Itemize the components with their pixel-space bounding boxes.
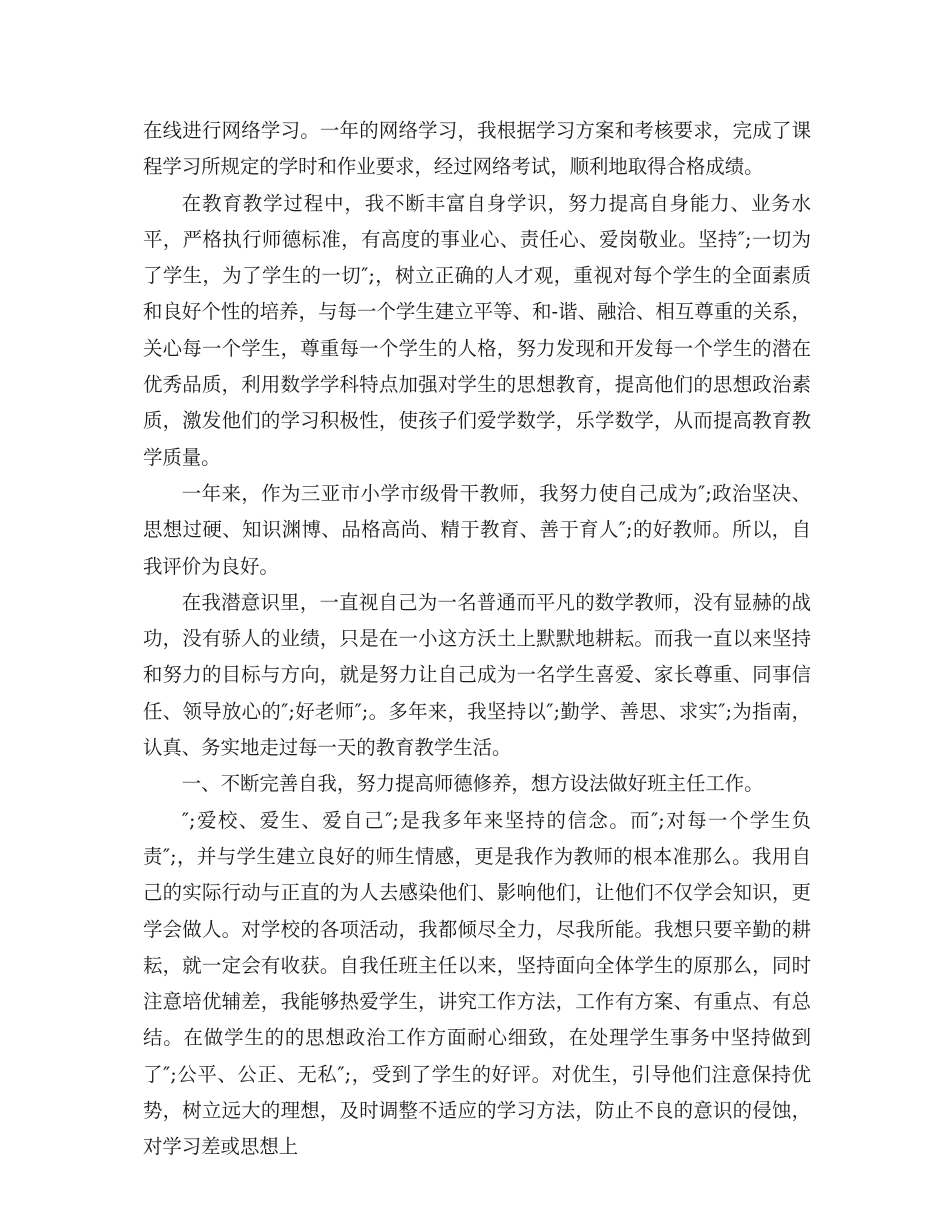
document-body	[143, 113, 811, 1166]
paragraph-backbone-teacher: 一年来，作为三亚市小学市级骨干教师，我努力使自己成为″;政治坚决、思想过硬、知识渊博、品格高尚、精于教育、善于育人″;的好教师。所以，自我评价为良好。	[143, 481, 811, 578]
section-heading-one: 一、不断完善自我，努力提高师德修养，想方设法做好班主任工作。	[181, 772, 764, 796]
paragraph-teaching-process: 在教育教学过程中，我不断丰富自身学识，努力提高自身能力、业务水平，严格执行师德标准，有高度的事业心、责任心、爱岗敬业。坚持″;一切为了学生，为了学生的一切″;，树立正确的人才观，重视对每个学生的全面素质和良好个性的培养，与每一个学生建立平等、和-谐、融洽、相互尊重的关系，关心每一个学生，尊重每一个学生的人格，努力发现和开发每一个学生的潜在优秀品质，利用数学学科特点加强对学生的思想教育，提高他们的思想政治素质，激发他们的学习积极性，使孩子们爱学数学，乐学数学，从而提高教育教学质量。	[143, 191, 811, 469]
paragraph-subconscious: 在我潜意识里，一直视自己为一名普通而平凡的数学教师，没有显赫的战功，没有骄人的业绩，只是在一小这方沃土上默默地耕耘。而我一直以来坚持和努力的目标与方向，就是努力让自己成为一名学生喜爱、家长尊重、同事信任、领导放心的″;好老师″;。多年来，我坚持以″;勤学、善思、求实″;为指南，认真、务实地走过每一天的教育教学生活。	[143, 590, 811, 760]
paragraph-continuation: 在线进行网络学习。一年的网络学习，我根据学习方案和考核要求，完成了课程学习所规定的学时和作业要求，经过网络考试，顺利地取得合格成绩。	[143, 119, 811, 179]
paragraph-beliefs: ″;爱校、爱生、爱自己″;是我多年来坚持的信念。而″;对每一个学生负责″;，并与学生建立良好的师生情感，更是我作为教师的根本准那么。我用自己的实际行动与正直的为人去感染他们、影响他们，让他们不仅学会知识，更学会做人。对学校的各项活动，我都倾尽全力，尽我所能。我想只要辛勤的耕耘，就一定会有收获。自我任班主任以来，坚持面向全体学生的原那么，同时注意培优辅差，我能够热爱学生，讲究工作方法，工作有方案、有重点、有总结。在做学生的的思想政治工作方面耐心细致，在处理学生事务中坚持做到了″;公平、公正、无私″;，受到了学生的好评。对优生，引导他们注意保持优势，树立远大的理想，及时调整不适应的学习方法，防止不良的意识的侵蚀，对学习差或思想上	[143, 808, 811, 1159]
